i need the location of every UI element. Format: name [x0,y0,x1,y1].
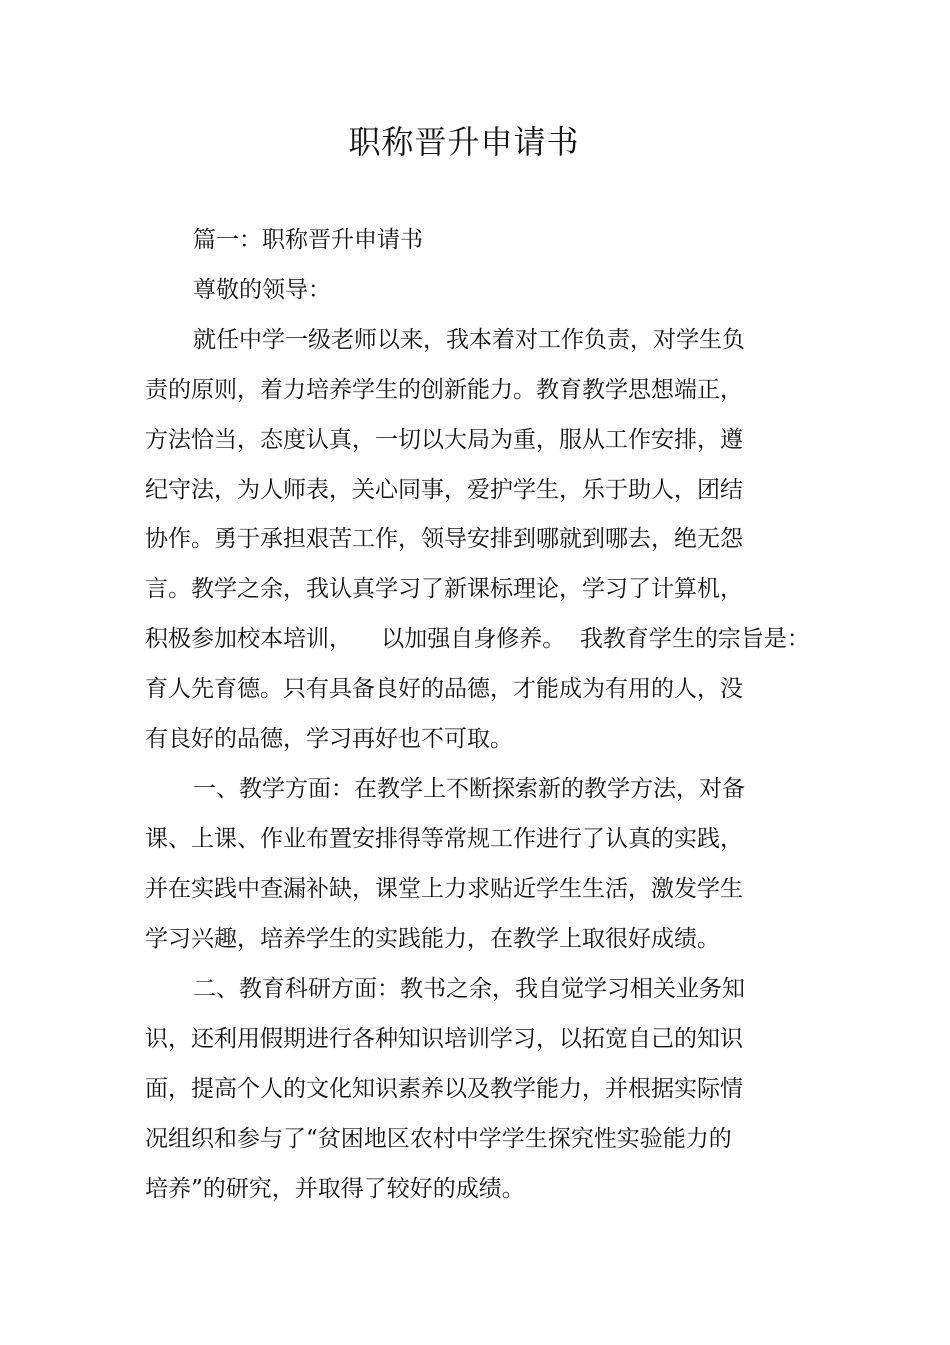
paragraph-line: 一、教学方面：在教学上不断探索新的教学方法，对备 [193,776,745,802]
salutation: 尊敬的领导： [193,277,331,303]
paragraph-line: 就任中学一级老师以来，我本着对工作负责，对学生负 [193,327,745,353]
paragraph-line: 育人先育德。只有具备良好的品德，才能成为有用的人，没 [145,676,743,702]
paragraph-line: 协作。勇于承担艰苦工作，领导安排到哪就到哪去，绝无怨 [145,526,743,552]
paragraph-line: 二、教育科研方面：教书之余，我自觉学习相关业务知 [193,976,745,1002]
paragraph-line: 况组织和参与了“贫困地区农村中学学生探究性实验能力的 [145,1126,732,1152]
paragraph-line: 学习兴趣，培养学生的实践能力，在教学上取很好成绩。 [145,926,720,952]
paragraph-line: 责的原则，着力培养学生的创新能力。教育教学思想端正， [145,377,743,403]
section-heading: 篇一：职称晋升申请书 [193,227,423,253]
paragraph-line: 培养”的研究，并取得了较好的成绩。 [145,1176,525,1202]
paragraph-line: 有良好的品德，学习再好也不可取。 [145,726,513,752]
paragraph-line: 方法恰当，态度认真，一切以大局为重，服从工作安排，遵 [145,427,743,453]
paragraph-line: 纪守法，为人师表，关心同事，爱护学生，乐于助人，团结 [145,477,743,503]
paragraph-line: 识，还利用假期进行各种知识培训学习，以拓宽自己的知识 [145,1026,743,1052]
paragraph-line: 课、上课、作业布置安排得等常规工作进行了认真的实践， [145,826,743,852]
document-title: 职称晋升申请书 [348,123,580,161]
paragraph-line: 并在实践中查漏补缺，课堂上力求贴近学生生活，激发学生 [145,876,743,902]
paragraph-line: 言。教学之余，我认真学习了新课标理论，学习了计算机， [145,576,743,602]
paragraph-line: 积极参加校本培训， 以加强自身修养。 我教育学生的宗旨是： [145,626,810,652]
paragraph-line: 面，提高个人的文化知识素养以及教学能力，并根据实际情 [145,1076,743,1102]
